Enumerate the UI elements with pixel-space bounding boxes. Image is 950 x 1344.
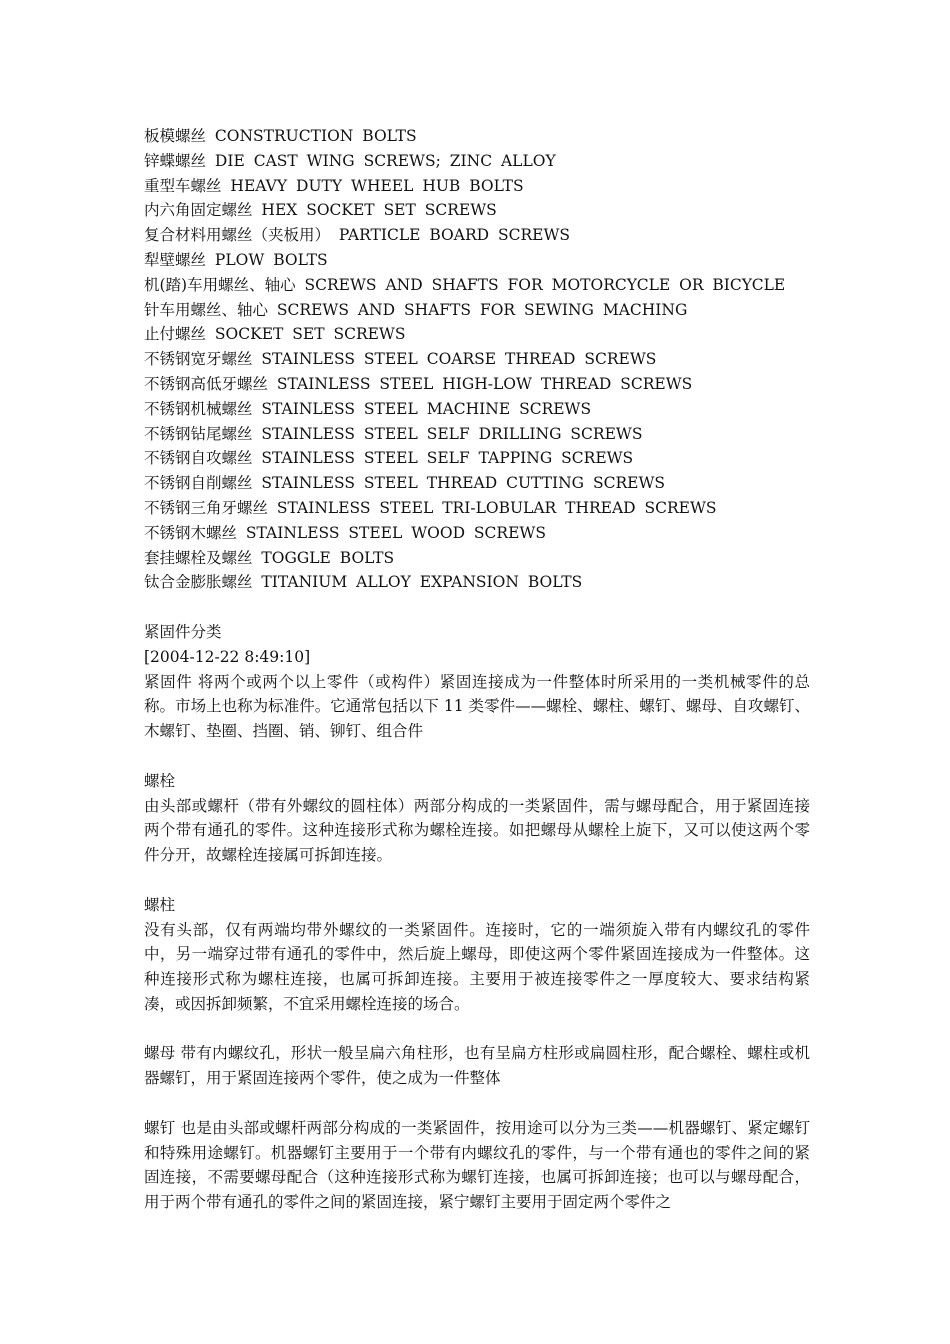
glossary-item: 套挂螺栓及螺丝 TOGGLE BOLTS <box>144 548 395 567</box>
stud-paragraph: 没有头部，仅有两端均带外螺纹的一类紧固件。连接时，它的一端须旋入带有内螺纹孔的零件中，另一端穿过带有通孔的零件中，然后旋上螺母，即使这两个零件紧固连接成为一件整体。这种连接形式称为螺柱连接，也属可拆卸连接。主要用于被连接零件之一厚度较大、要求结构紧凑，或因拆卸频繁，不宜采用螺栓连接的场合。 <box>144 920 810 1013</box>
glossary-item: 犁壁螺丝 PLOW BOLTS <box>144 250 328 269</box>
glossary-item: 重型车螺丝 HEAVY DUTY WHEEL HUB BOLTS <box>144 176 524 195</box>
glossary-item: 钛合金膨胀螺丝 TITANIUM ALLOY EXPANSION BOLTS <box>144 573 583 592</box>
spacer <box>144 1091 810 1116</box>
spacer <box>144 1017 810 1042</box>
glossary-item: 不锈钢三角牙螺丝 STAINLESS STEEL TRI-LOBULAR THREAD SCREWS <box>144 498 717 517</box>
glossary-item: 止付螺丝 SOCKET SET SCREWS <box>144 325 406 344</box>
glossary-item: 不锈钢钻尾螺丝 STAINLESS STEEL SELF DRILLING SCREWS <box>144 424 643 443</box>
glossary-item: 不锈钢木螺丝 STAINLESS STEEL WOOD SCREWS <box>144 523 546 542</box>
glossary-list <box>144 124 810 595</box>
bolt-heading: 螺栓 <box>144 771 176 790</box>
glossary-item: 锌蝶螺丝 DIE CAST WING SCREWS; ZINC ALLOY <box>144 151 556 170</box>
bolt-paragraph: 由头部或螺杆（带有外螺纹的圆柱体）两部分构成的一类紧固件，需与螺母配合，用于紧固连接两个带有通孔的零件。这种连接形式称为螺栓连接。如把螺母从螺栓上旋下，又可以使这两个零件分开，故螺栓连接属可拆卸连接。 <box>144 796 810 865</box>
glossary-item: 复合材料用螺丝（夹板用） PARTICLE BOARD SCREWS <box>144 226 570 245</box>
spacer <box>144 868 810 893</box>
glossary-item: 不锈钢宽牙螺丝 STAINLESS STEEL COARSE THREAD SCREWS <box>144 350 657 369</box>
document-page <box>144 124 810 1215</box>
nut-paragraph: 螺母 带有内螺纹孔，形状一般呈扁六角柱形，也有呈扁方柱形或扁圆柱形，配合螺栓、螺柱或机器螺钉，用于紧固连接两个零件，使之成为一件整体 <box>144 1044 810 1088</box>
glossary-item: 针车用螺丝、轴心 SCREWS AND SHAFTS FOR SEWING MACHING <box>144 300 688 319</box>
glossary-item: 不锈钢机械螺丝 STAINLESS STEEL MACHINE SCREWS <box>144 399 592 418</box>
glossary-item: 机(踏)车用螺丝、轴心 SCREWS AND SHAFTS FOR MOTORCYCLE OR BICYCLE <box>144 275 786 294</box>
spacer <box>144 744 810 769</box>
screw-paragraph: 螺钉 也是由头部或螺杆两部分构成的一类紧固件，按用途可以分为三类——机器螺钉、紧定螺钉和特殊用途螺钉。机器螺钉主要用于一个带有内螺纹孔的零件，与一个带有通也的零件之间的紧固连接，不需要螺母配合（这种连接形式称为螺钉连接，也属可拆卸连接；也可以与螺母配合，用于两个带有通孔的零件之间的紧固连接，紧宁螺钉主要用于固定两个零件之 <box>144 1118 810 1212</box>
glossary-item: 内六角固定螺丝 HEX SOCKET SET SCREWS <box>144 201 497 220</box>
stud-heading: 螺柱 <box>144 895 176 914</box>
glossary-item: 不锈钢自削螺丝 STAINLESS STEEL THREAD CUTTING SCREWS <box>144 474 666 493</box>
glossary-item: 不锈钢自攻螺丝 STAINLESS STEEL SELF TAPPING SCREWS <box>144 449 634 468</box>
glossary-item: 不锈钢高低牙螺丝 STAINLESS STEEL HIGH-LOW THREAD SCREWS <box>144 374 693 393</box>
glossary-item: 板模螺丝 CONSTRUCTION BOLTS <box>144 127 417 145</box>
article-title: 紧固件分类 <box>144 622 222 641</box>
intro-paragraph: 紧固件 将两个或两个以上零件（或构件）紧固连接成为一件整体时所采用的一类机械零件的总称。市场上也称为标准件。它通常包括以下 11 类零件——螺栓、螺柱、螺钉、螺母、自攻螺钉、木螺钉、垫圈、挡圈、销、铆钉、组合件 <box>144 672 810 741</box>
article-timestamp: [2004-12-22 8:49:10] <box>144 647 311 666</box>
spacer <box>144 595 810 620</box>
